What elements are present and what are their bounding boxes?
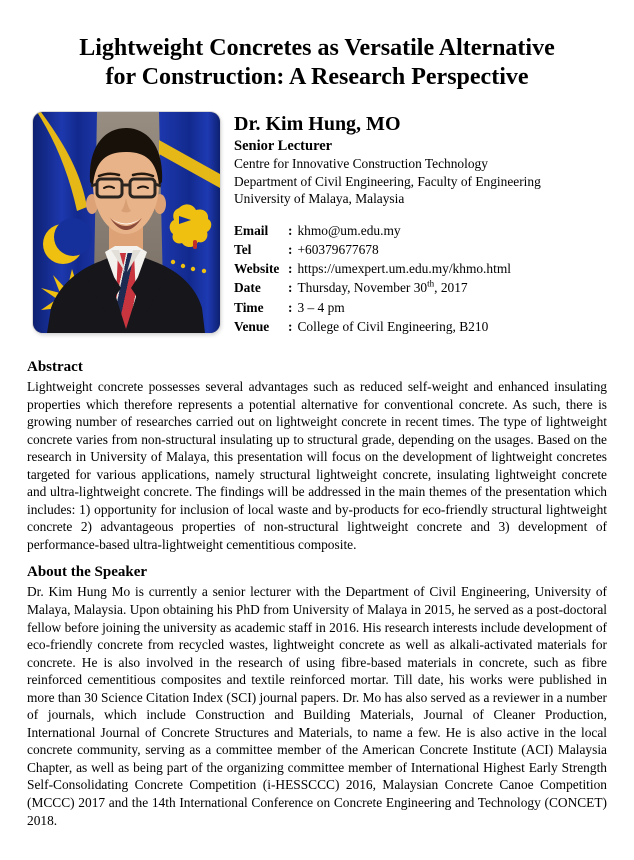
contact-row-email — [234, 221, 607, 240]
contact-value-date — [297, 278, 607, 297]
abstract-body: Lightweight concrete possesses several advantages such as reduced self-weight and enhanced insulating properties which therefore represents a potential alternative for conventional concrete. As such, there is growing number of researches carried out on lightweight concrete in recent times. The type of lightweight concrete varies from non-structural insulating up to structural grade, depending on the usages. Based on the research in University of Malaya, this presentation will focus on the development of lightweight concretes targeted for various applications, namely structural lightweight concrete, insulating lightweight concrete and ultra-lightweight concrete. The findings will be addressed in the main themes of the presentation which includes: 1) opportunity for inclusion of local waste and by-products for eco-friendly structural lightweight concrete 2) advantageous properties of non-structural lightweight concrete and 3) development of performance-based ultra-lightweight cementitious composite. — [27, 379, 607, 552]
contact-row-tel — [234, 240, 607, 259]
contact-block — [234, 221, 607, 336]
contact-label: Tel — [234, 241, 252, 257]
abstract-section — [27, 358, 607, 553]
contact-value-email: khmo@um.edu.my — [297, 222, 401, 238]
abstract-heading: Abstract — [27, 359, 83, 375]
contact-value-website: https://umexpert.um.edu.my/khmo.html — [297, 261, 511, 277]
contact-row-time — [234, 298, 607, 317]
about-speaker-section — [27, 563, 607, 829]
speaker-info — [220, 112, 607, 336]
speaker-portrait-graphic — [33, 112, 220, 333]
page-title — [27, 34, 607, 92]
about-speaker-heading: About the Speaker — [27, 564, 148, 581]
date-year: , 2017 — [434, 280, 468, 296]
speaker-name: Dr. Kim Hung, MO — [234, 113, 401, 135]
contact-row-venue — [234, 317, 607, 336]
contact-label: Date — [234, 280, 261, 296]
speaker-role: Senior Lecturer — [234, 138, 333, 154]
page-title-line2: for Construction: A Research Perspective — [105, 64, 529, 90]
contact-colon: : — [288, 261, 293, 277]
date-ordinal-suffix: th — [427, 278, 435, 289]
contact-label: Time — [234, 299, 264, 315]
page-title-line1: Lightweight Concretes as Versatile Alternative — [79, 35, 555, 61]
speaker-affiliation-line: Department of Civil Engineering, Faculty of Engineering — [234, 173, 541, 189]
about-speaker-body: Dr. Kim Hung Mo is currently a senior lecturer with the Department of Civil Engineering, University of Malaya, Malaysia. Upon obtaining his PhD from University of Malaya in 2015, he served as a post-doctoral fellow before joining the university as academic staff in 2016. His research interests include development of eco-friendly concrete from recycled wastes, lightweight concrete as well as alkali-activated materials for concrete. He is also involved in the research of using fibre-based materials in concrete, such as fibre reinforced cementitious composites and textile reinforced mortar. Till date, his works were published in more than 30 Science Citation Index (SCI) journal papers. Dr. Mo has also served as a reviewer in a number of journals, which include Construction and Building Materials, Journal of Cleaner Production, International Journal of Concrete Structures and Materials, to name a few. He is also active in the local concrete community, serving as a committee member of the American Concrete Institute (ACI) Malaysia Chapter, as well as being part of the organizing committee member of International Highest Early Strength Self-Consolidating Concrete Competition (i-HESSCCC) 2016, Malaysian Concrete Canoe Competition (MCCC) 2017 and the 14th International Conference on Concrete Engineering and Technology (CONCET) 2018. — [27, 584, 607, 828]
contact-colon: : — [288, 222, 293, 238]
contact-label: Email — [234, 222, 269, 238]
date-main: Thursday, November 30 — [297, 280, 428, 296]
speaker-affiliation-line: University of Malaya, Malaysia — [234, 191, 405, 207]
contact-colon: : — [288, 299, 293, 315]
contact-row-website — [234, 259, 607, 278]
contact-label: Venue — [234, 318, 270, 334]
contact-colon: : — [288, 241, 293, 257]
speaker-photo — [33, 112, 220, 333]
contact-colon: : — [288, 280, 293, 296]
contact-colon: : — [288, 318, 293, 334]
speaker-affiliation-line: Centre for Innovative Construction Technology — [234, 156, 488, 171]
contact-label: Website — [234, 261, 280, 277]
contact-value-venue: College of Civil Engineering, B210 — [297, 318, 489, 334]
contact-value-tel: +60379677678 — [297, 241, 379, 257]
contact-row-date — [234, 278, 607, 297]
speaker-section — [27, 112, 607, 336]
contact-value-time: 3 – 4 pm — [297, 299, 345, 315]
